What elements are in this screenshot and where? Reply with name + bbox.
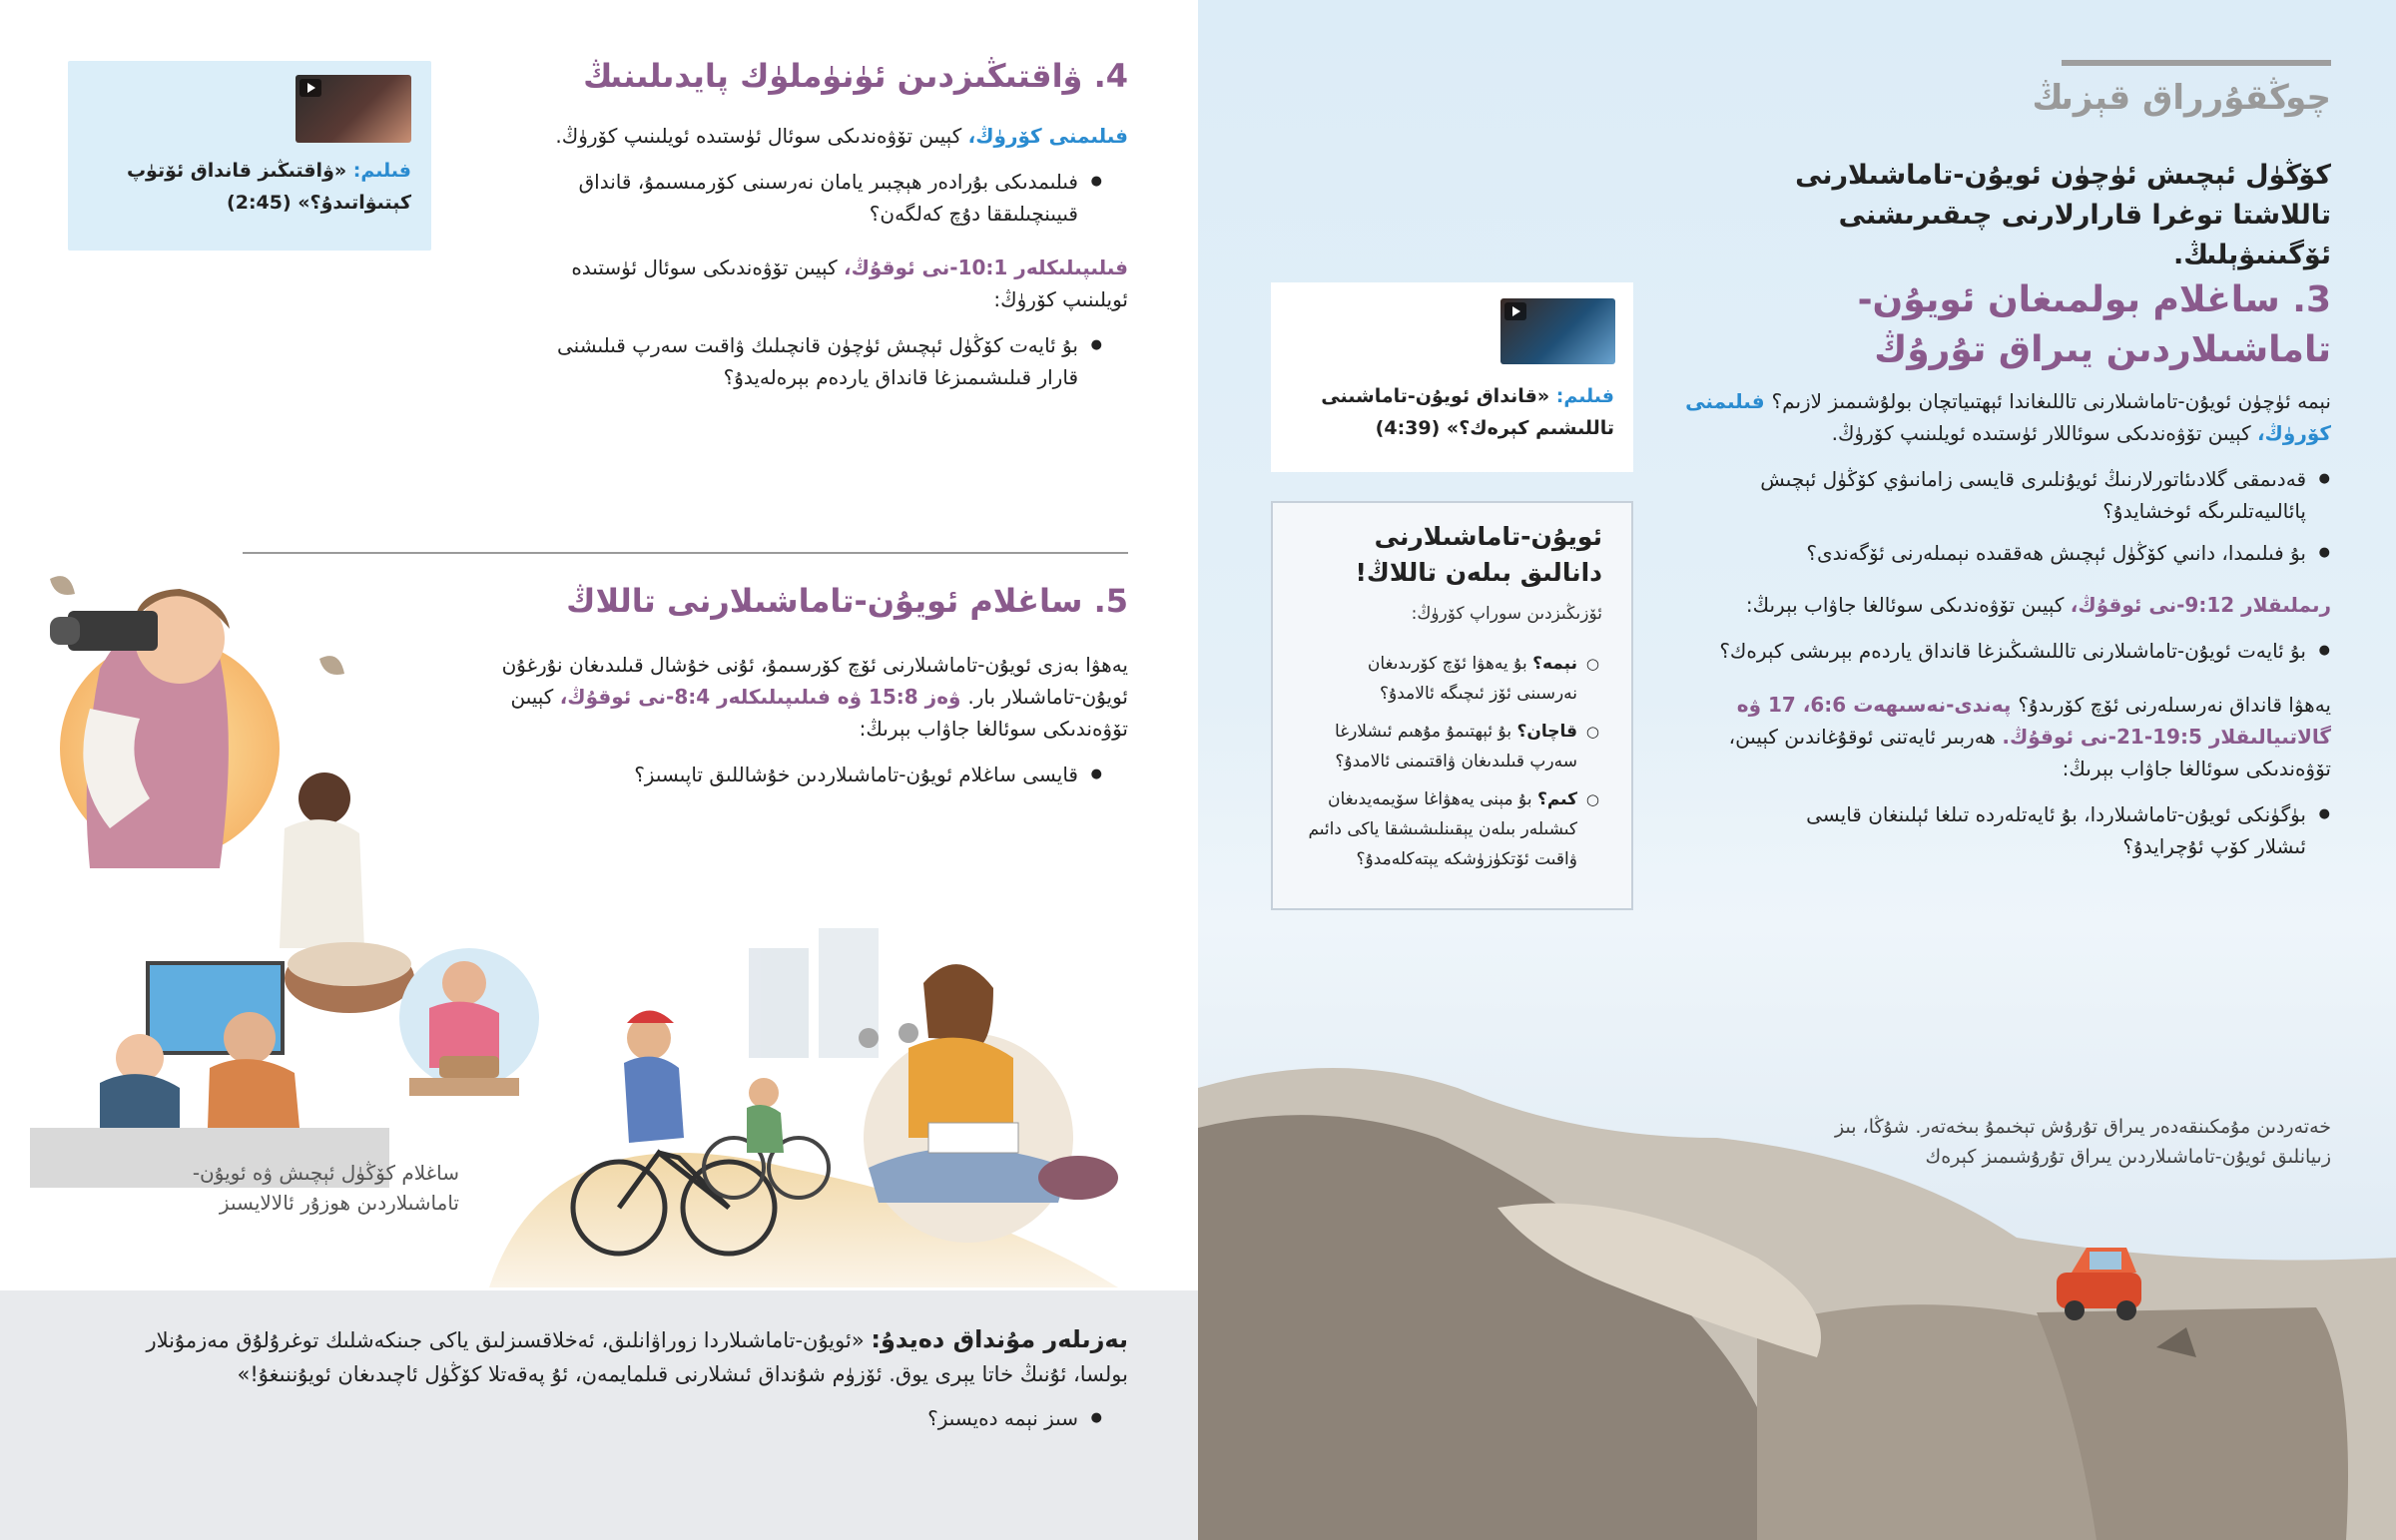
photographer-figure: [50, 589, 280, 868]
illustration-caption: ساغلام كۆڭۈل ئېچىش ۋە ئويۇن-تاماشىلاردىن ھوزۇر ئالالايسىز: [192, 1161, 459, 1215]
question-key: نېمە؟: [1532, 654, 1577, 674]
para-2-a: يەھۋا قانداق نەرسىلەرنى ئۆچ كۆرىدۇ؟: [2018, 693, 2331, 717]
video-label: فىلىم:: [352, 160, 411, 182]
section-3-heading: 3. ساغلام بولمىغان ئويۇن-تاماشىلاردىن يىراق تۇرۇڭ: [1857, 279, 2331, 370]
lead-text: كۆڭۈل ئېچىش ئۈچۈن ئويۇن-تاماشىلارنى تاللاشتا توغرا قارارلارنى چىقىرىشنى ئۆگىنىۋېلىڭ.: [1795, 160, 2331, 270]
section-4-bullet-2: ● بۇ ئايەت كۆڭۈل ئېچىش ئۈچۈن قانچىلىك ۋاقىت سەرپ قىلىشنى قارار قىلىشىمىزغا قانداق ياردەم بېرەلەيدۇ؟: [539, 329, 1078, 393]
video-caption: [82, 155, 411, 219]
section-3-intro-text: نېمە ئۈچۈن ئويۇن-تاماشىلارنى تاللىغاندا ئېھتىياتچان بولۇشىمىز لازىم؟: [1771, 389, 2331, 413]
video-box-choose[interactable]: [1271, 282, 1633, 472]
film-link[interactable]: فىلىمنى كۆرۈڭ،: [967, 124, 1128, 148]
section-4-intro: [499, 120, 1128, 152]
section-5-heading: 5. ساغلام ئويۇن-تاماشىلارنى تاللاڭ: [566, 582, 1128, 620]
cliff-illustration: [1198, 1028, 2396, 1540]
play-icon[interactable]: [1504, 302, 1526, 320]
para-2-b: ھەربىر ئايەتنى ئوقۇغاندىن كېيىن، تۆۋەندىكى سوئالغا جاۋاب بېرىڭ:: [1728, 725, 2331, 780]
section-4-bullet-1: ● فىلىمدىكى بۇرادەر ھېچبىر يامان نەرسىنى كۆرمىسىمۇ، قانداق قىيىنچىلىققا دۇچ كەلگەن؟: [559, 166, 1078, 230]
section-5-para-b: كېيىن تۆۋەندىكى سوئالغا جاۋاب بېرىڭ:: [510, 685, 1128, 741]
video-caption: [1285, 380, 1614, 444]
sidebar-question-who: [1303, 784, 1577, 874]
play-icon[interactable]: [300, 79, 321, 97]
reading-girl-figure: [864, 964, 1118, 1243]
quote-bullet: ● سىز نېمە دەيسىز؟: [699, 1402, 1078, 1434]
section-3-bullet-1: ● قەدىمقى گلادىئاتورلارنىڭ ئويۇنلىرى قايسى زامانىۋي كۆڭۈل ئېچىش پائالىيەتلىرىگە ئوخشايدۇ؟: [1707, 463, 2306, 527]
scripture-link[interactable]: فىلىپىلىكلەر 10:1-نى ئوقۇڭ،: [843, 256, 1128, 279]
sidebar-question-when: [1303, 717, 1577, 776]
ref-1-rest: كېيىن تۆۋەندىكى سوئالغا جاۋاب بېرىڭ:: [1745, 593, 2071, 617]
video-thumbnail[interactable]: [1500, 298, 1615, 364]
section-4-heading: 4. ۋاقتىڭىزدىن ئۈنۈملۈك پايدىلىنىڭ: [583, 57, 1128, 95]
video-label: فىلىم:: [1555, 385, 1614, 407]
video-box-time[interactable]: [68, 61, 431, 251]
sidebar-question-what: [1303, 649, 1577, 709]
quote-band: [0, 1290, 1198, 1540]
question-text: بۇ ئېھتىمۇ مۇھىم ئىشلارغا سەرپ قىلىدىغان ۋاقتىمنى ئالامدۇ؟: [1335, 722, 1577, 771]
choose-wisely-box: [1271, 501, 1633, 910]
section-3-intro-rest: كېيىن تۆۋەندىكى سوئاللار ئۈستىدە ئويلىنىپ كۆرۈڭ.: [1831, 421, 2257, 445]
child-toy-figure: [399, 948, 539, 1096]
question-text: بۇ يەھۋا ئۆچ كۆرىدىغان نەرسىنى ئۆز ئىچىگە ئالامدۇ؟: [1367, 654, 1577, 704]
top-rule: [2062, 60, 2331, 66]
sidebar-intro: ئۆزىڭىزدىن سوراپ كۆرۈڭ:: [1411, 604, 1602, 624]
quote-body: «ئويۇن-تاماشىلاردا زوراۋانلىق، ئەخلاقسىزلىق ياكى جىنكەشلىك توغرۇلۇق مەزمۇنلار بولسا، ئۇنىڭ خاتا يېرى يوق. ئۆزۈم شۇنداق ئىشلارنى قىلمايمەن، ئۇ پەقەتلا كۆڭۈل ئاچىدىغان ئويۇننىغۇ!»: [146, 1328, 1128, 1386]
video-thumbnail[interactable]: [296, 75, 411, 143]
section-divider: [243, 552, 1128, 554]
video-title: «قانداق ئويۇن-تاماشىنى تاللىشىم كېرەك؟» (4:39): [1321, 385, 1614, 439]
cliff-caption: خەتەردىن مۇمكىنقەدەر يىراق تۇرۇش تېخىمۇ بىخەتەر. شۇڭا، بىز زىيانلىق ئويۇن-تاماشىلاردىن يىراق تۇرۇشىمىز كېرەك: [1835, 1116, 2331, 1168]
section-5-para-a: يەھۋا بەزى ئويۇن-تاماشىلارنى ئۆچ كۆرسىمۇ، ئۇنى خۇشال قىلىدىغان نۇرغۇن ئويۇن-تاماشىلار بار.: [501, 653, 1128, 709]
section-3-bullet-2: ● بۇ فىلىمدا، دانىي كۆڭۈل ئېچىش ھەققىدە نېمىلەرنى ئۆگەندى؟: [1707, 537, 2306, 569]
proverbs-galatians-link[interactable]: پەندى-نەسىھەت 6:6، 17 ۋە گالاتىيالىقلار 19:5-21-نى ئوقۇڭ.: [1736, 693, 2331, 749]
section-3-intro: [1677, 385, 2331, 449]
quote-text: [95, 1322, 1128, 1391]
section-5-bullet: ● قايسى ساغلام ئويۇن-تاماشىلاردىن خۇشاللىق تاپىسىز؟: [559, 759, 1078, 790]
section-3-bullet-4: ● بۈگۈنكى ئويۇن-تاماشىلاردا، بۇ ئايەتلەردە تىلغا ئېلىنغان قايسى ئىشلار كۆپ ئۇچرايدۇ؟: [1757, 798, 2306, 862]
drummer-figure: [280, 772, 414, 1013]
leaf-decoration: [319, 656, 344, 675]
sidebar-title: ئويۇن-تاماشىلارنى دانالىق بىلەن تاللاڭ!: [1355, 522, 1602, 587]
scripture-text: كېيىن تۆۋەندىكى سوئال ئۈستىدە ئويلىنىپ كۆرۈڭ:: [571, 256, 1128, 311]
video-title: «ۋاقتىڭىز قانداق ئۆتۈپ كېتىۋاتىدۇ؟» (2:45): [126, 160, 411, 214]
question-key: قاچان؟: [1516, 722, 1577, 742]
basketball-scene: [749, 928, 918, 1058]
section-4-scripture: [539, 252, 1128, 315]
section-3-bullet-3: ● بۇ ئايەت ئويۇن-تاماشىلارنى تاللىشىڭىزغا قانداق ياردەم بېرىشى كېرەك؟: [1687, 635, 2306, 667]
section-3-film-link[interactable]: فىلىمنى كۆرۈڭ،: [1685, 389, 2331, 445]
section-3-ref-1: [1677, 589, 2331, 621]
quote-title: بەزىلەر مۇنداق دەيدۇ:: [871, 1325, 1128, 1353]
right-page: [1198, 0, 2396, 1540]
section-5-scripture-link[interactable]: ۋەز 15:8 ۋە فىلىپىلىكلەر 8:4-نى ئوقۇڭ،: [559, 685, 968, 709]
dig-deeper-kicker: چوڭقۇرراق قېزىڭ: [2032, 78, 2331, 118]
leaf-decoration: [50, 576, 75, 595]
romans-link[interactable]: رىملىقلار 9:12-نى ئوقۇڭ،: [2070, 593, 2331, 617]
intro-text: كېيىن تۆۋەندىكى سوئال ئۈستىدە ئويلىنىپ كۆرۈڭ.: [555, 124, 968, 148]
question-key: كىم؟: [1536, 789, 1577, 809]
section-3-para-2: [1677, 689, 2331, 784]
question-text: بۇ مېنى يەھۋاغا سۆيمەيدىغان كىشىلەر بىلەن يېقىنلىشىشقا ياكى دائىم ۋاقىت ئۆتكۈزۈشكە يېتەكلەمدۇ؟: [1308, 789, 1577, 869]
